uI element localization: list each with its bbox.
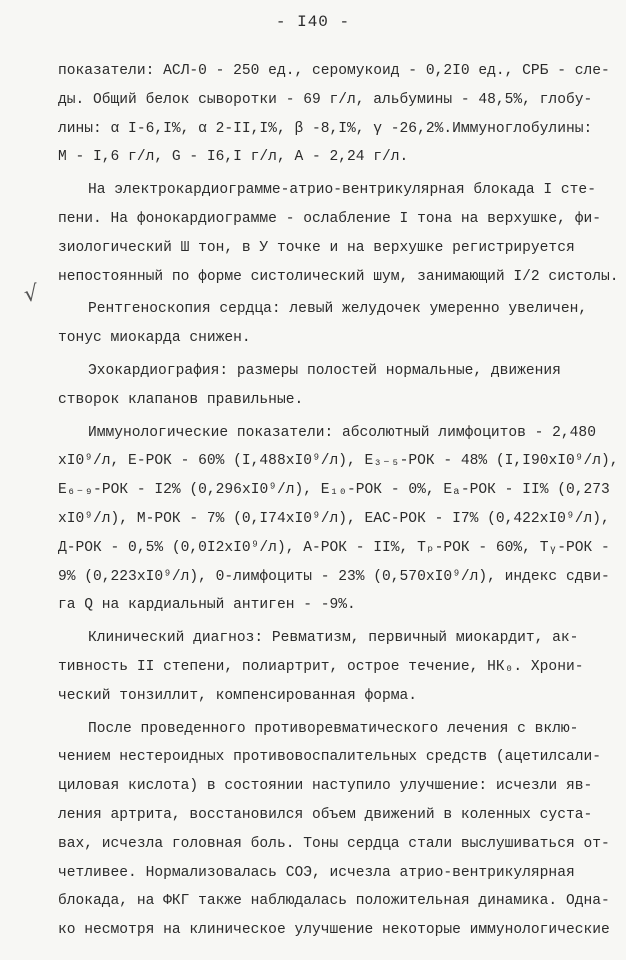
text-line: блокада, на ФКГ также наблюдалась положительная динамика. Одна- [58,893,610,910]
paragraph-start: Иммунологические показатели: абсолютный лимфоцитов - 2,480 [88,424,596,441]
text-line: тивность II степени, полиартрит, острое течение, НК₀. Хрони- [58,658,584,675]
paragraph-start: Клинический диагноз: Ревматизм, первичный миокардит, ак- [88,630,579,647]
document-body [58,57,619,945]
text-line: непостоянный по форме систолический шум, занимающий I/2 систолы. [58,268,619,285]
text-line: показатели: АСЛ-0 - 250 ед., серомукоид - 0,2I0 ед., СРБ - сле- [58,63,610,79]
text-line: Е₆₋₉-РОК - I2% (0,296xI0⁹/л), Е₁₀-РОК - 0%, Еₐ-РОК - II% (0,273 [58,482,610,499]
paragraph-start: Эхокардиография: размеры полостей нормальные, движения [88,362,561,379]
paragraph-start: На электрокардиограмме-атрио-вентрикулярная блокада I сте- [88,182,596,199]
text-line: чением нестероидных противовоспалительных средств (ацетилсали- [58,749,601,766]
text-line: М - I,6 г/л, G - I6,I г/л, А - 2,24 г/л. [58,149,409,166]
text-line: створок клапанов правильные. [58,391,304,408]
paragraph-start: Рентгеноскопия сердца: левый желудочек умеренно увеличен, [88,301,588,318]
text-line: га Q на кардиальный антиген - -9%. [58,597,356,614]
text-line: ды. Общий белок сыворотки - 69 г/л, альбумины - 48,5%, глобу- [58,91,593,108]
text-line: ко несмотря на клиническое улучшение некоторые иммунологические [58,922,610,939]
text-line: четливее. Нормализовалась СОЭ, исчезла атрио-вентрикулярная [58,864,575,881]
text-line: вах, исчезла головная боль. Тоны сердца стали выслушиваться от- [58,835,610,852]
text-line: 9% (0,223xI0⁹/л), 0-лимфоциты - 23% (0,570xI0⁹/л), индекс сдви- [58,568,610,585]
text-line: лины: α I-6,I%, α 2-II,I%, β -8,I%, γ -26,2%.Иммуноглобулины: [58,120,593,137]
text-line: ческий тонзиллит, компенсированная форма. [58,687,418,704]
text-line: Д-РОК - 0,5% (0,0I2xI0⁹/л), А-РОК - II%, Тₚ-РОК - 60%, Тᵧ-РОК - [58,539,610,556]
text-line: ления артрита, восстановился объем движений в коленных суста- [58,806,593,823]
margin-check-mark: √ [22,281,40,308]
text-line: тонус миокарда снижен. [58,330,251,347]
text-line: зиологический Ш тон, в У точке и на верхушке регистрируется [58,239,575,256]
page-number: - I40 - [275,13,351,31]
text-line: пени. На фонокардиограмме - ослабление I тона на верхушке, фи- [58,210,601,227]
text-line: xI0⁹/л, Е-РОК - 60% (I,488xI0⁹/л), Е₃₋₅-РОК - 48% (I,I90xI0⁹/л), [58,453,619,470]
paragraph-start: После проведенного противоревматического лечения с вклю- [88,720,579,737]
text-line: xI0⁹/л), М-РОК - 7% (0,I74xI0⁹/л), ЕАС-РОК - I7% (0,422xI0⁹/л), [58,510,610,527]
text-line: циловая кислота) в состоянии наступило улучшение: исчезли яв- [58,778,593,795]
